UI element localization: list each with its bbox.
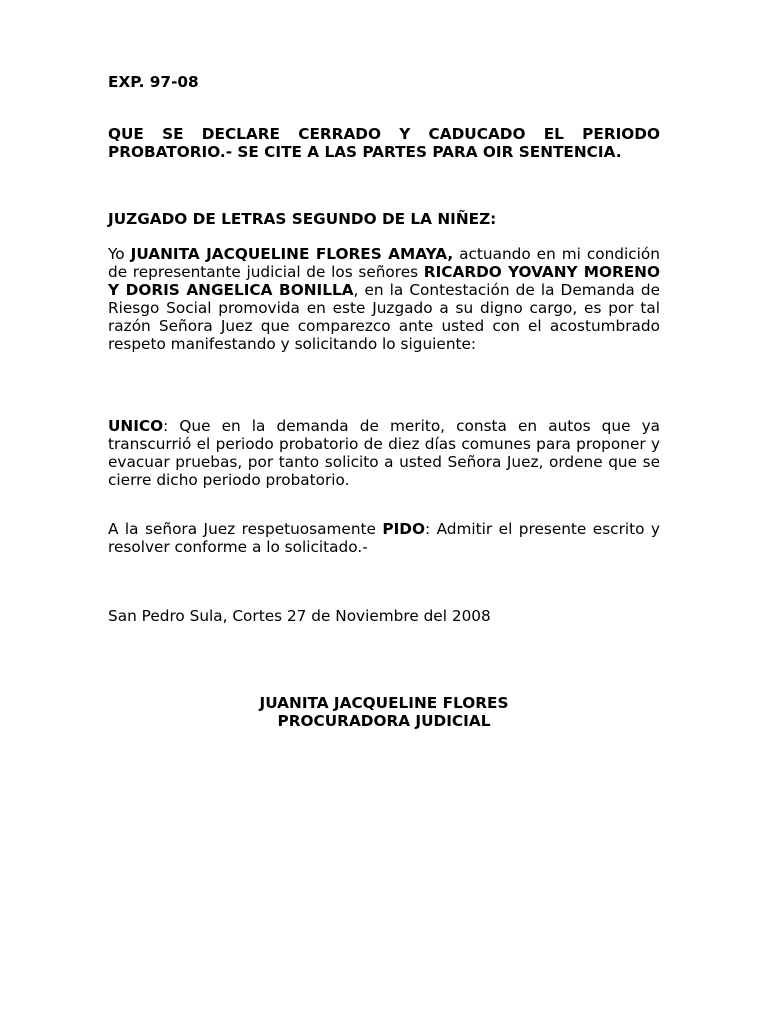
document-title: QUE SE DECLARE CERRADO Y CADUCADO EL PERIODO PROBATORIO.- SE CITE A LAS PARTES PARA OIR SENTENCIA. — [108, 125, 660, 161]
signature-block — [108, 694, 660, 730]
body-text-3: , en la Contestación de la Demanda de Riesgo Social promovida en este Juzgado a su digno cargo, es por tal razón Señora Juez que comparezco ante usted con el acostumbrado respeto manifestando y solicitando lo siguiente: — [108, 281, 660, 353]
court-heading: JUZGADO DE LETRAS SEGUNDO DE LA NIÑEZ: — [108, 210, 497, 228]
signer-title: PROCURADORA JUDICIAL — [277, 712, 491, 730]
pido-text-1: A la señora Juez respetuosamente — [108, 520, 383, 538]
body-text-2: actuando en mi condición de representante judicial de los señores — [108, 245, 660, 281]
unico-text: : Que en la demanda de merito, consta en autos que ya transcurrió el periodo probatorio de diez días comunes para proponer y evacuar pruebas, por tanto solicito a usted Señora Juez, ordene que se cierre dicho periodo probatorio. — [108, 417, 660, 489]
pido-paragraph — [108, 520, 660, 556]
expediente-number: EXP. 97-08 — [108, 73, 199, 91]
signer-name: JUANITA JACQUELINE FLORES — [259, 694, 509, 712]
represented-parties: RICARDO YOVANY MORENO Y DORIS ANGELICA BONILLA — [108, 263, 660, 299]
unico-paragraph — [108, 417, 660, 489]
pido-text-2: : Admitir el presente escrito y resolver conforme a lo solicitado.- — [108, 520, 660, 556]
body-text-1: Yo — [108, 245, 131, 263]
unico-label: UNICO — [108, 417, 164, 435]
pido-label: PIDO — [382, 520, 425, 538]
body-paragraph — [108, 245, 660, 353]
petitioner-name: JUANITA JACQUELINE FLORES AMAYA, — [130, 245, 454, 263]
place-date: San Pedro Sula, Cortes 27 de Noviembre del 2008 — [108, 607, 491, 625]
